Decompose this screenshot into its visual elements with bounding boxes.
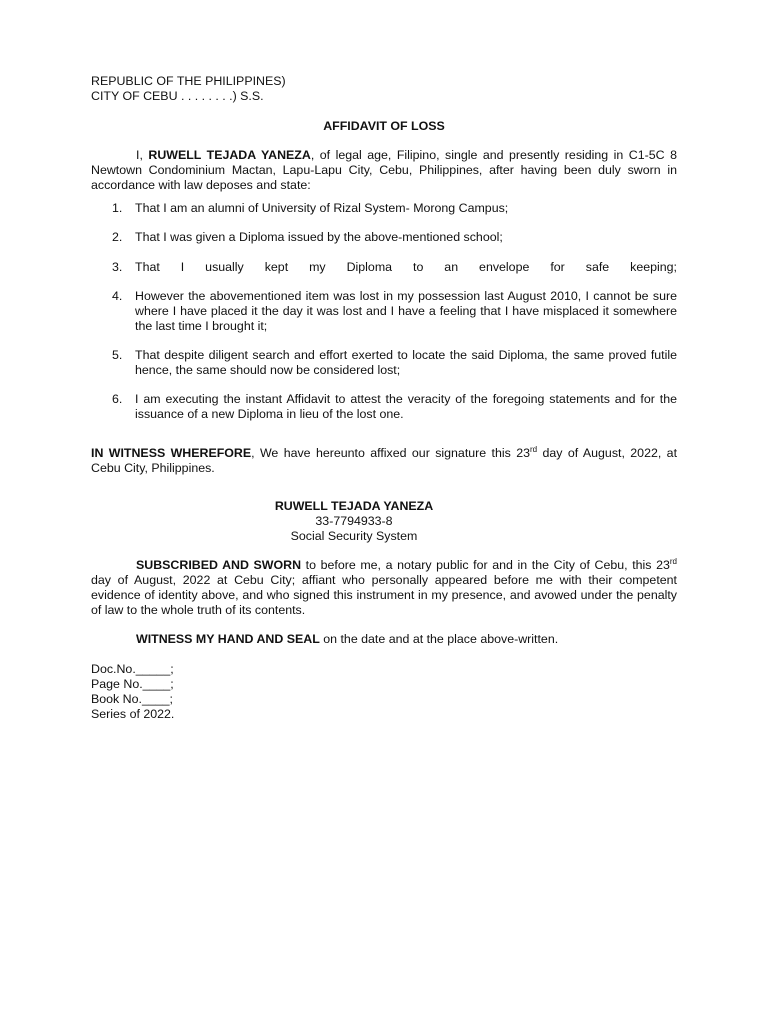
witness-text-2: day of August, 2022, at Cebu City, Philippines. [91, 446, 678, 475]
item-number: 6. [112, 392, 123, 406]
doc-number: Doc.No._____; [91, 662, 174, 676]
intro-text: , of legal age, Filipino, single and presently residing in C1-5C 8 Newtown Condominium Mactan, Lapu-Lapu City, Cebu, Philippines, after having been duly sworn in accordance with law deposes and state: [91, 148, 677, 192]
item-text: That I was given a Diploma issued by the above-mentioned school; [135, 230, 503, 244]
ordinal-suffix: rd [669, 557, 677, 566]
document-title: AFFIDAVIT OF LOSS [323, 119, 445, 133]
venue-republic: REPUBLIC OF THE PHILIPPINES) [91, 74, 286, 88]
intro-paragraph [91, 148, 677, 193]
signatory-name: RUWELL TEJADA YANEZA [274, 499, 434, 513]
item-text: That I usually kept my Diploma to an envelope for safe keeping; [135, 260, 677, 274]
hand-seal-paragraph [91, 632, 677, 647]
book-number: Book No.____; [91, 692, 173, 706]
jurat-text-2: day of August, 2022 at Cebu City; affiant who personally appeared before me with their competent evidence of identity above, and who signed this instrument in my presence, and avowed under the penalty of law to the whole truth of its contents. [91, 573, 677, 617]
page-number: Page No.____; [91, 677, 174, 691]
witness-text-1: , We have hereunto affixed our signature this 23 [251, 446, 530, 460]
venue-block [91, 74, 286, 104]
signatory-id-number: 33-7794933-8 [315, 514, 393, 528]
affiant-name: RUWELL TEJADA YANEZA [148, 148, 311, 162]
jurat-heading: SUBSCRIBED AND SWORN [136, 558, 302, 572]
ordinal-suffix: rd [530, 445, 538, 454]
item-number: 3. [112, 260, 123, 274]
signature-block [234, 499, 474, 544]
item-number: 4. [112, 289, 123, 303]
venue-city: CITY OF CEBU . . . . . . . .) S.S. [91, 89, 264, 103]
series-year: Series of 2022. [91, 707, 175, 721]
item-number: 1. [112, 201, 123, 215]
signatory-id-type: Social Security System [290, 529, 418, 543]
item-text: I am executing the instant Affidavit to attest the veracity of the foregoing statements and for the issuance of a new Diploma in lieu of the lost one. [135, 392, 677, 421]
hand-seal-text: on the date and at the place above-written. [319, 632, 559, 646]
witness-heading: IN WITNESS WHEREFORE [91, 446, 252, 460]
item-number: 5. [112, 348, 123, 362]
item-number: 2. [112, 230, 123, 244]
item-text: That despite diligent search and effort exerted to locate the said Diploma, the same proved futile hence, the same should now be considered lost; [135, 348, 677, 377]
jurat-text-1: to before me, a notary public for and in the City of Cebu, this 23 [301, 558, 670, 572]
intro-prefix: I, [136, 148, 149, 162]
jurat-paragraph [91, 558, 677, 618]
notarial-register [91, 662, 174, 722]
witness-paragraph [91, 446, 677, 476]
hand-seal-heading: WITNESS MY HAND AND SEAL [136, 632, 320, 646]
item-text: That I am an alumni of University of Rizal System- Morong Campus; [135, 201, 509, 215]
item-text: However the abovementioned item was lost in my possession last August 2010, I cannot be sure where I have placed it the day it was lost and I have a feeling that I have misplaced it somewhere the last time I brought it; [135, 289, 677, 333]
